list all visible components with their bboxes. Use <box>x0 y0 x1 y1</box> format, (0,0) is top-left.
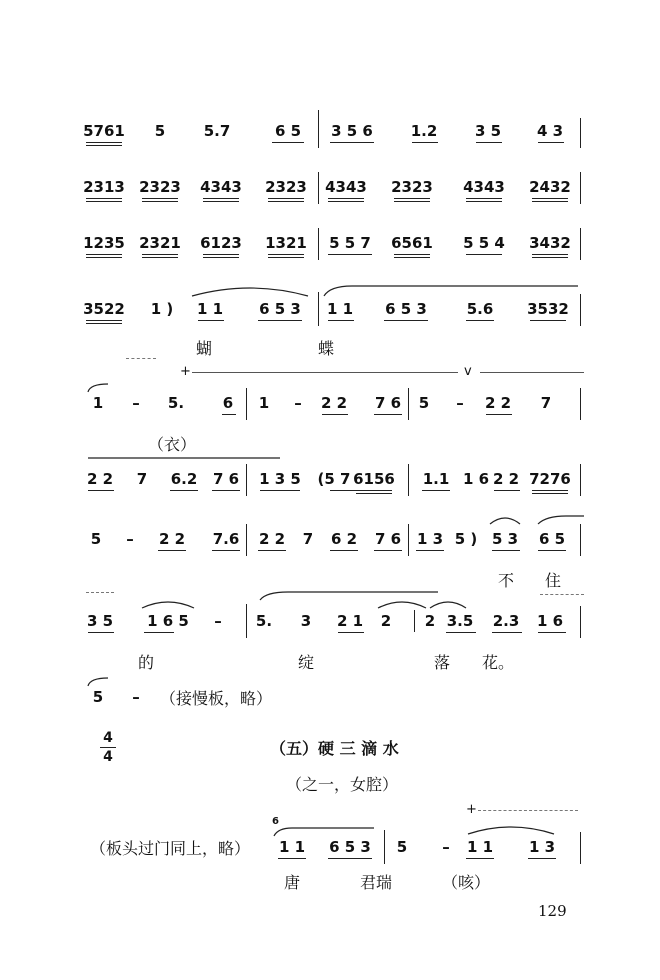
page-number: 129 <box>538 902 567 920</box>
note-group: 1 1 <box>278 838 306 856</box>
note-group: 5.6 <box>466 300 494 318</box>
lyric: 住 <box>544 571 562 590</box>
note-group: 2 2 <box>258 530 286 548</box>
note-group: 2.3 <box>492 612 520 630</box>
note-group: 3 5 <box>86 612 114 630</box>
note-group: 7 <box>136 470 148 488</box>
note-group: 1 <box>92 394 104 412</box>
note-group: 3.5 <box>446 612 474 630</box>
note-group: 4343 <box>325 178 367 196</box>
note-group: 6.2 <box>170 470 198 488</box>
intro-note: （板头过门同上，略） <box>90 839 251 858</box>
barline <box>318 172 319 204</box>
note-group: 6 5 3 <box>385 300 427 318</box>
note-group: 5. <box>167 394 185 412</box>
note-group: 2321 <box>139 234 181 252</box>
notation-row-9 <box>0 682 660 722</box>
note-group: 7 <box>302 530 314 548</box>
note-group: 2 2 <box>492 470 520 488</box>
note-group: 3532 <box>527 300 569 318</box>
note-group: – <box>132 394 140 412</box>
barline <box>408 388 409 420</box>
lyric: 君瑞 <box>359 873 393 892</box>
note-group: 5 <box>92 688 104 706</box>
barline <box>408 464 409 496</box>
lyric: （衣） <box>147 435 197 454</box>
lyric: 花。 <box>481 653 515 672</box>
note-group: – <box>126 530 134 548</box>
note-group: 3522 <box>83 300 125 318</box>
note-group: 5 <box>418 394 430 412</box>
barline <box>246 524 247 556</box>
barline <box>580 172 581 204</box>
time-signature <box>98 730 118 765</box>
note-group: 5 <box>396 838 408 856</box>
barline <box>580 118 581 148</box>
note-group: 1.1 <box>422 470 450 488</box>
lyric: 绽 <box>297 653 315 672</box>
note-group: 5 <box>90 530 102 548</box>
note-group: – <box>214 612 222 630</box>
section-subtitle: （之一，女腔） <box>286 775 399 794</box>
note-group: 4343 <box>200 178 242 196</box>
barline <box>414 610 415 632</box>
section-title: （五）硬 三 滴 水 <box>270 739 399 758</box>
note-group: 5 <box>154 122 166 140</box>
note-group: 7 6 <box>374 530 402 548</box>
note-group: 2 2 <box>320 394 348 412</box>
barline <box>408 524 409 556</box>
note-group: 1 ) <box>150 300 174 318</box>
barline <box>580 388 581 420</box>
lyric: （咳） <box>441 873 491 892</box>
time-sig-top: 4 <box>103 730 113 746</box>
note-group: 1321 <box>265 234 307 252</box>
note-group: 6 5 3 <box>329 838 371 856</box>
note-group: 5 5 4 <box>463 234 505 252</box>
note-group: 7 6 <box>212 470 240 488</box>
note-group: 2 <box>380 612 392 630</box>
barline <box>580 228 581 260</box>
barline <box>384 830 385 864</box>
note-group: 7 <box>540 394 552 412</box>
note-group: 1235 <box>83 234 125 252</box>
note-group: 6 5 <box>538 530 566 548</box>
note-group: (5 7 <box>317 470 351 488</box>
barline <box>246 604 247 638</box>
note-group: 1 <box>258 394 270 412</box>
notation-row-4 <box>0 294 660 358</box>
note-group: 2323 <box>391 178 433 196</box>
time-sig-bottom: 4 <box>103 749 113 765</box>
barline <box>580 524 581 556</box>
lyric: 不 <box>497 571 515 590</box>
note-group: 1 6 5 <box>147 612 189 630</box>
barline <box>318 110 319 148</box>
note-group: 4343 <box>463 178 505 196</box>
note-group: 7276 <box>529 470 571 488</box>
note-group: 7 6 <box>374 394 402 412</box>
note-group: 1.2 <box>410 122 438 140</box>
note-group: 2 <box>424 612 436 630</box>
note-group: 1 1 <box>196 300 224 318</box>
note-group: 5761 <box>83 122 125 140</box>
notation-row-10: + （板头过门同上，略） 6 1 1 6 5 3 5 – 1 1 1 3 唐 君瑞 （咳） <box>0 832 660 872</box>
note-group: 6 5 3 <box>259 300 301 318</box>
notation-row-1 <box>0 118 660 158</box>
notation-row-5: + v 1 – 5. 6 1 – 2 2 7 6 5 – 2 2 7 （衣） <box>0 388 660 428</box>
note-group: 1 6 <box>536 612 564 630</box>
barline <box>318 292 319 326</box>
note-group: 1 3 5 <box>259 470 301 488</box>
barline <box>246 464 247 496</box>
note-group: 3 5 6 <box>331 122 373 140</box>
note-group: – <box>132 688 140 706</box>
lyric: 唐 <box>283 873 301 892</box>
note-group: 2323 <box>139 178 181 196</box>
note-group: – <box>442 838 450 856</box>
notation-row-8 <box>0 606 660 672</box>
note-group: – <box>456 394 464 412</box>
barline <box>580 464 581 496</box>
note-group: 5. <box>255 612 273 630</box>
barline <box>580 606 581 638</box>
note-group: 6 <box>222 394 234 412</box>
lyric: 蝶 <box>317 339 335 358</box>
note-group: 6561 <box>391 234 433 252</box>
note-group: 1 1 <box>326 300 354 318</box>
note-group: 1 3 <box>528 838 556 856</box>
note-group: – <box>294 394 302 412</box>
lyric: 的 <box>137 653 155 672</box>
barline <box>580 294 581 326</box>
note-group: 2323 <box>265 178 307 196</box>
note-group: 2 1 <box>336 612 364 630</box>
note-group: 6 5 <box>274 122 302 140</box>
barline <box>318 228 319 260</box>
note-group: 7.6 <box>212 530 240 548</box>
grace-note: 6 <box>272 816 279 827</box>
barline <box>580 832 581 864</box>
note-group: 2313 <box>83 178 125 196</box>
note-group: 1 3 <box>416 530 444 548</box>
note-group: 5 ) <box>454 530 478 548</box>
note-group: 6156 <box>353 470 395 488</box>
note-group: 6 2 <box>330 530 358 548</box>
slow-tempo-note: （接慢板，略） <box>160 689 273 708</box>
note-group: 4 3 <box>536 122 564 140</box>
lyric: 落 <box>433 653 451 672</box>
note-group: 2 2 <box>86 470 114 488</box>
notation-row-7 <box>0 524 660 590</box>
note-group: 6123 <box>200 234 242 252</box>
note-group: 3 <box>300 612 312 630</box>
note-group: 1 6 <box>462 470 490 488</box>
notation-row-6 <box>0 464 660 504</box>
note-group: 2 2 <box>158 530 186 548</box>
note-group: 5 5 7 <box>329 234 371 252</box>
barline <box>246 388 247 420</box>
note-group: 2432 <box>529 178 571 196</box>
notation-row-2 <box>0 172 660 212</box>
note-group: 1 1 <box>466 838 494 856</box>
lyric: 蝴 <box>195 339 213 358</box>
note-group: 5 3 <box>491 530 519 548</box>
note-group: 3432 <box>529 234 571 252</box>
note-group: 3 5 <box>474 122 502 140</box>
note-group: 2 2 <box>484 394 512 412</box>
note-group: 5.7 <box>203 122 231 140</box>
notation-row-3 <box>0 228 660 268</box>
